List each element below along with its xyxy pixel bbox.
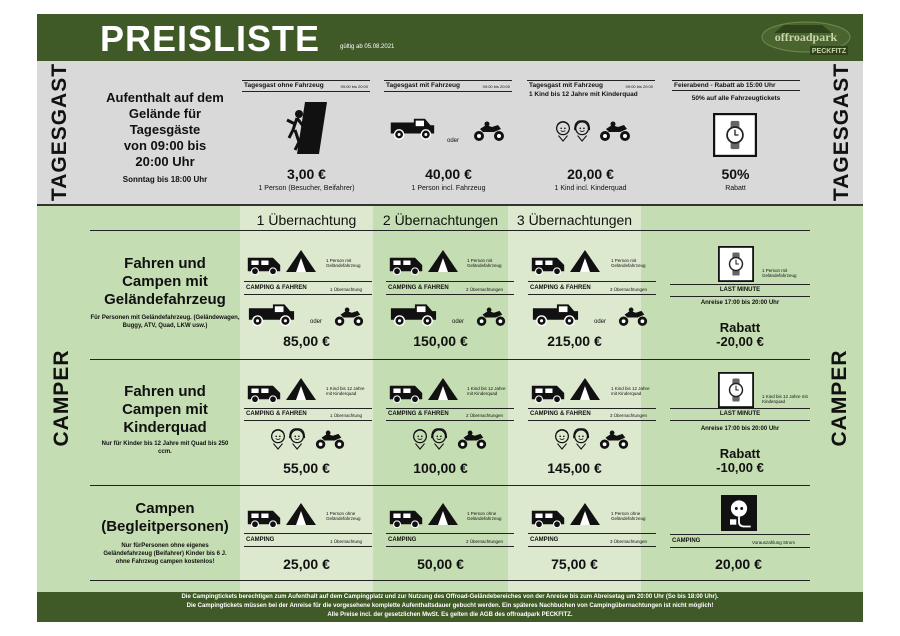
camper-icon [246,508,282,528]
camper-icon [388,508,424,528]
cell-note: 1 Person ohne Geländefahrzeug [326,511,361,521]
quad-icon [456,429,488,450]
row-title-line: Campen mit [122,273,208,290]
camper-icon [530,255,566,275]
daypass-box-subtitle: 50% auf alle Fahrzeugtickets [691,95,781,102]
tent-icon [285,376,317,402]
daypass-intro-line: 20:00 Uhr [135,154,195,169]
side-label-daypass-right: TAGESGAST [830,62,853,202]
quad-icon [617,306,649,327]
side-label-camper-left: CAMPER [50,349,73,447]
or-label: oder [452,319,465,325]
cell-nights: 1 Übernachtung [330,539,363,544]
power-plug-icon [721,495,757,531]
side-label-daypass-left: TAGESGAST [48,62,71,202]
daypass-box-time: 09:00 bis 20:00 [482,84,510,89]
divider [386,294,514,295]
quad-icon [333,306,365,327]
price-daypass-kid: 20,00 € [567,166,614,182]
discount-title: Rabatt [719,446,761,461]
jeep-icon [530,302,580,326]
daypass-box-no-vehicle [242,80,370,92]
daypass-intro [92,90,238,188]
cell-note: 1 Kind bis 12 Jahre mit Kinderquad [611,386,650,396]
or-label: oder [310,319,323,325]
divider [244,281,372,282]
cell-label: CAMPING & FAHREN [246,411,307,417]
or-label: oder [447,138,460,144]
divider [244,420,372,421]
divider [244,546,372,547]
discount-price: -10,00 € [716,460,764,475]
kids-icon [553,120,593,142]
daypass-intro-line: Tagesgäste [129,122,201,137]
cell-note: 1 Person mit Geländefahrzeug [762,268,797,278]
kids-icon [410,428,450,450]
price: 75,00 € [551,556,598,572]
quad-icon [598,120,632,142]
last-minute-time: Anreise 17:00 bis 20:00 Uhr [700,426,780,432]
tent-icon [427,248,459,274]
cell-nights: 1 Übernachtung [330,287,363,292]
cell-note: 1 Person mit Geländefahrzeug [326,258,361,268]
price: 145,00 € [547,460,602,476]
footer-line: Alle Preise incl. der gesetzlichen MwSt. Es gelten die AGB des offroadpark PECKFITZ. [327,612,573,618]
price: 55,00 € [283,460,330,476]
divider [244,408,372,409]
kids-icon [268,428,308,450]
jeep-icon [388,116,436,140]
last-minute-time: Anreise 17:00 bis 20:00 Uhr [700,300,780,306]
row-title [90,255,240,309]
cell-label: CAMPING [246,537,275,543]
cell-label: CAMPING & FAHREN [530,285,591,291]
logo-text: offroadpark [774,30,838,44]
footer-line: Die Campingtickets berechtigen zum Aufenthalt auf dem Campingplatz und zur Nutzung des Offroad-Geländebereiches von der Anreise bis zum Abreisetag um 20:00 Uhr (So bis 18:00 Uhr). [181,594,719,600]
tent-icon [427,501,459,527]
divider [244,294,372,295]
cell-nights: 2 Übernachtungen [466,539,504,544]
daypass-box-title: Feierabend - Rabatt ab 15:00 Uhr [674,82,776,89]
row-title [90,383,240,437]
tent-icon [569,248,601,274]
jeep-icon [246,302,296,326]
divider [528,420,656,421]
daypass-box-time: 09:00 bis 20:00 [340,84,368,89]
cell-note: 1 Kind bis 12 Jahre mit Kinderquad [762,394,808,404]
quad-icon [472,120,506,142]
valid-date: gültig ab 05.08.2021 [340,44,395,50]
price: 25,00 € [283,556,330,572]
price: 50,00 € [417,556,464,572]
cell-label: CAMPING [530,537,559,543]
row-note: Nur fürPersonen ohne eigenes Geländefahrzeug (Beifahrer) Kinder bis 6 J. ohne Fahrzeug campen kostenlos! [103,543,227,565]
column-header: 3 Übernachtungen [516,212,633,228]
daypass-box-discount [672,80,800,102]
divider [386,408,514,409]
cell-nights: 3 Übernachtungen [610,287,648,292]
camper-icon [246,383,282,403]
cell-note: 1 Person mit Geländefahrzeug [611,258,646,268]
watch-icon [718,372,754,408]
divider [90,580,810,581]
divider [90,359,810,360]
daypass-intro-line: Aufenthalt auf dem [106,90,224,105]
kids-icon [552,428,592,450]
watch-icon [718,246,754,282]
cell-label: CAMPING & FAHREN [388,285,449,291]
column-header: 1 Übernachtung [256,212,357,228]
divider [386,546,514,547]
price-daypass-no-vehicle: 3,00 € [287,166,326,182]
daypass-box-title: Tagesgast ohne Fahrzeug [244,82,324,89]
daypass-box-vehicle [384,80,512,92]
row-note: Nur für Kinder bis 12 Jahre mit Quad bis 250 ccm. [101,441,229,455]
divider [386,281,514,282]
divider [90,485,810,486]
row-title-line: Fahren und [124,255,206,272]
row-note: Für Personen mit Geländefahrzeug. (Geländewagen, Buggy, ATV, Quad, LKW usw.) [90,315,240,329]
discount-title: Rabatt [719,320,761,335]
cell-note: 1 Kind bis 12 Jahre mit Kinderquad [326,386,365,396]
cell-label: CAMPING & FAHREN [388,411,449,417]
cell-nights: 3 Übernachtungen [610,539,648,544]
footer-line: Die Campingtickets müssen bei der Anreise für die vorgesehene komplette Aufenthaltsdauer gebucht werden. Ein späteres Nachbuchen von Campingübernachtungen ist nicht möglich! [186,603,714,609]
discount-price: -20,00 € [716,334,764,349]
price-daypass-discount: 50% [721,166,750,182]
quad-icon [598,429,630,450]
last-minute-label: LAST MINUTE [719,411,761,417]
daypass-intro-line: von 09:00 bis [123,138,207,153]
caption-daypass-discount: Rabatt [725,185,746,192]
divider [386,533,514,534]
column-header: 2 Übernachtungen [382,212,499,228]
tent-icon [569,501,601,527]
cell-note: 1 Person ohne Geländefahrzeug [467,511,502,521]
divider [528,546,656,547]
climber-icon [285,100,329,154]
daypass-intro-note: Sonntag bis 18:00 Uhr [122,175,208,184]
divider [386,420,514,421]
cell-note: 1 Person ohne Geländefahrzeug [611,511,646,521]
row-title [90,500,240,536]
daypass-intro-line: Gelände für [128,106,202,121]
divider [528,533,656,534]
daypass-box-kid [527,80,655,98]
divider [670,408,810,409]
divider [670,547,810,548]
price: 85,00 € [283,333,330,349]
jeep-icon [388,302,438,326]
cell-label: CAMPING & FAHREN [246,285,307,291]
or-label: oder [594,319,607,325]
divider [528,294,656,295]
row-title-line: (Begleitpersonen) [101,518,229,535]
row-title-line: Campen [135,500,195,517]
last-minute-label: LAST MINUTE [719,287,761,293]
camper-icon [530,383,566,403]
row-title-line: Campen mit [122,401,208,418]
daypass-box-subtitle: 1 Kind bis 12 Jahre mit Kinderquad [529,91,638,98]
divider [670,284,810,285]
row-title-line: Geländefahrzeug [104,291,226,308]
cell-note: 1 Person mit Geländefahrzeug [467,258,502,268]
cell-nights: 3 Übernachtungen [610,413,648,418]
divider [244,533,372,534]
cell-note: 1 Kind bis 12 Jahre mit Kinderquad [467,386,506,396]
caption-daypass-kid: 1 Kind incl. Kinderquad [554,185,627,192]
price: 150,00 € [413,333,468,349]
daypass-box-time: 09:00 bis 20:00 [625,84,653,89]
cell-nights: 1 Übernachtung [330,413,363,418]
divider [670,420,810,421]
divider [90,230,810,231]
price: 20,00 € [715,556,762,572]
cell-label: CAMPING & FAHREN [530,411,591,417]
daypass-box-title: Tagesgast mit Fahrzeug [386,82,460,89]
cell-label: CAMPING [388,537,417,543]
divider [670,534,810,535]
camper-icon [530,508,566,528]
divider [528,408,656,409]
price-daypass-vehicle: 40,00 € [425,166,472,182]
offroadpark-logo [760,19,852,59]
watch-icon [713,113,757,157]
camper-icon [388,255,424,275]
side-label-camper-right: CAMPER [828,349,851,447]
page-title: PREISLISTE [100,18,321,59]
divider [670,296,810,297]
row-title-line: Kinderquad [123,419,207,436]
electricity-prepayment: Vorauszahlung Strom [752,540,796,545]
cell-nights: 2 Übernachtungen [466,413,504,418]
quad-icon [475,306,507,327]
tent-icon [569,376,601,402]
camping-label: CAMPING [672,538,701,544]
price: 215,00 € [547,333,602,349]
cell-nights: 2 Übernachtungen [466,287,504,292]
caption-daypass-no-vehicle: 1 Person (Besucher, Beifahrer) [258,185,355,192]
daypass-box-title: Tagesgast mit Fahrzeug [529,82,603,89]
price: 100,00 € [413,460,468,476]
logo-subtext: PECKFITZ [811,48,847,55]
row-title-line: Fahren und [124,383,206,400]
quad-icon [314,429,346,450]
tent-icon [427,376,459,402]
tent-icon [285,501,317,527]
divider [528,281,656,282]
camper-icon [246,255,282,275]
caption-daypass-vehicle: 1 Person incl. Fahrzeug [411,185,486,192]
tent-icon [285,248,317,274]
camper-icon [388,383,424,403]
